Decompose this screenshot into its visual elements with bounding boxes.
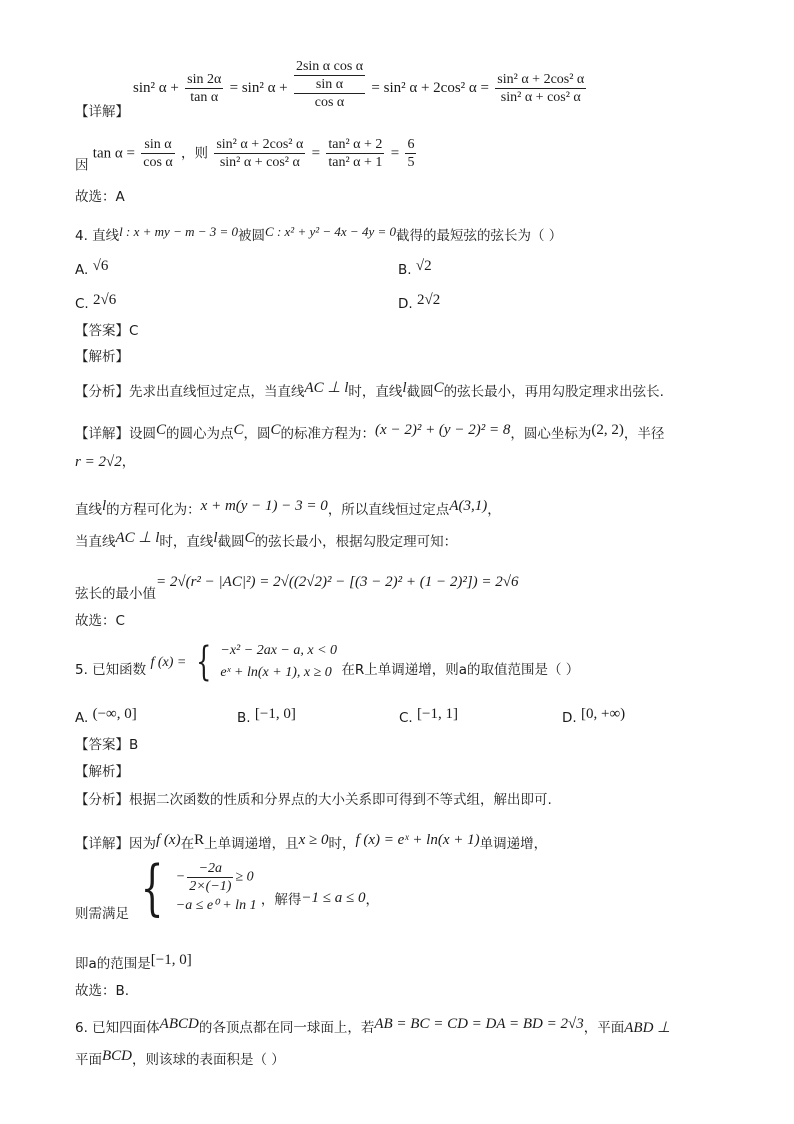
compound-fraction: 2sin α cos α sin α cos α (295, 59, 364, 110)
fraction: $\frac{\text{sin² α + 2cos² α}}{\text{sin² α + cos² α}}$ (216, 137, 304, 170)
brace: { (195, 639, 212, 685)
inequality-system: − $\frac{-2a}{2\times(-1)}$ ≥ 0 −a ≤ e⁰ + ln 1 (175, 860, 257, 913)
q4-option-d[interactable]: D. 2√2 (398, 292, 441, 312)
q4-detail-line2: 直线l的方程可化为：x + m(y − 1) − 3 = 0，所以直线恒过定点A(3,1)， (75, 498, 501, 518)
q4-option-a[interactable]: A. √6 (75, 258, 109, 278)
q4-option-c[interactable]: C. 2√6 (75, 292, 117, 312)
q5-option-b[interactable]: B. [−1, 0] (237, 706, 296, 726)
fraction: $\frac{\sin 2\alpha}{\text{tan α}}$ (187, 71, 222, 105)
q5-fenxi: 【分析】根据二次函数的性质和分界点的大小关系即可得到不等式组，解出即可. (75, 792, 552, 808)
q5-range: 即a的范围是[−1, 0] (75, 952, 192, 972)
fraction: $\frac{6}{5}$ (407, 137, 415, 170)
fraction: $\frac{\text{sin α}}{\text{cos α}}$ (143, 137, 173, 170)
q4-analysis-label: 【解析】 (75, 349, 129, 365)
q5-analysis-label: 【解析】 (75, 764, 129, 780)
q4-answer: 【答案】C (75, 323, 139, 339)
q4-stem: 4. 直线l : x + my − m − 3 = 0被圆C : x² + y² − 4x − 4y = 0截得的最短弦的弦长为（ ） (75, 224, 563, 244)
q3-tan-equation: 因 tan α = $\frac{\text{sin α}}{\text{cos α}}$ ，则 $\frac{\text{sin² α + 2cos² α}}{\text{sin² α + cos² α}}$ = $\frac{\text{tan² α + 2}}{\text{tan² α + 1}}$ = $\frac{6}{5}$ (75, 137, 415, 174)
q4-detail-line1: 【详解】设圆C的圆心为点C，圆C的标准方程为：(x − 2)² + (y − 2)² = 8，圆心坐标为(2, 2)，半径 (75, 422, 665, 442)
q6-stem-line1: 6. 已知四面体ABCD的各顶点都在同一球面上，若AB = BC = CD = DA = BD = 2√3，平面ABD ⊥ (75, 1016, 671, 1036)
piecewise-cases: −x² − 2ax − a, x < 0 eˣ + ln(x + 1), x ≥ 0 (220, 643, 338, 680)
fraction: $\frac{\text{sin² α + 2cos² α}}{\text{sin² α + cos² α}}$ (497, 71, 585, 105)
q6-stem-line2: 平面BCD，则该球的表面积是（ ） (75, 1048, 285, 1068)
q5-detail-line1: 【详解】因为f (x)在R上单调递增，且x ≥ 0时，f (x) = eˣ + ln(x + 1)单调递增， (75, 832, 548, 852)
q5-option-c[interactable]: C. [−1, 1] (399, 706, 458, 726)
q3-choose: 故选：A (75, 189, 125, 205)
fraction: $\frac{\text{tan² α + 2}}{\text{tan² α + 1}}$ (328, 137, 383, 170)
q5-option-d[interactable]: D. [0, +∞) (562, 706, 626, 726)
q3-top-equation: sin² α + $\frac{\sin 2\alpha}{\text{tan α}}$ = sin² α + 2sin α cos α sin α cos α = sin² α + 2cos² α = $\frac{\text{sin² α + 2cos² α}}{\text{sin² α + cos² α}}$ (133, 59, 585, 110)
q4-detail-line3: 当直线AC ⊥ l时，直线l截圆C的弦长最小，根据勾股定理可知： (75, 530, 458, 550)
q4-choose: 故选：C (75, 613, 125, 629)
brace: { (140, 853, 164, 923)
q4-radius: r = 2√2， (75, 454, 136, 470)
q5-stem: 5. 已知函数 f (x) = { −x² − 2ax − a, x < 0 eˣ + ln(x + 1), x ≥ 0 在R上单调递增，则a的取值范围是（ ） (75, 639, 580, 685)
q4-detail-line4: 弦长的最小值= 2√(r² − |AC|²) = 2√((2√2)² − [(3 − 2)² + (1 − 2)²]) = 2√6 (75, 574, 519, 602)
q3-detail-label: 【详解】 (75, 104, 129, 120)
q5-choose: 故选：B. (75, 983, 130, 999)
q4-option-b[interactable]: B. √2 (398, 258, 432, 278)
q5-option-a[interactable]: A. (−∞, 0] (75, 706, 137, 726)
q5-answer: 【答案】B (75, 737, 139, 753)
q5-system: 则需满足 { − $\frac{-2a}{2\times(-1)}$ ≥ 0 −a ≤ e⁰ + ln 1 ，解得−1 ≤ a ≤ 0， (75, 853, 379, 923)
q4-fenxi: 【分析】先求出直线恒过定点，当直线AC ⊥ l时，直线l截圆C的弦长最小，再用勾股定理求出弦长. (75, 380, 664, 400)
fraction: $\frac{-2a}{2\times(-1)}$ (189, 860, 232, 894)
